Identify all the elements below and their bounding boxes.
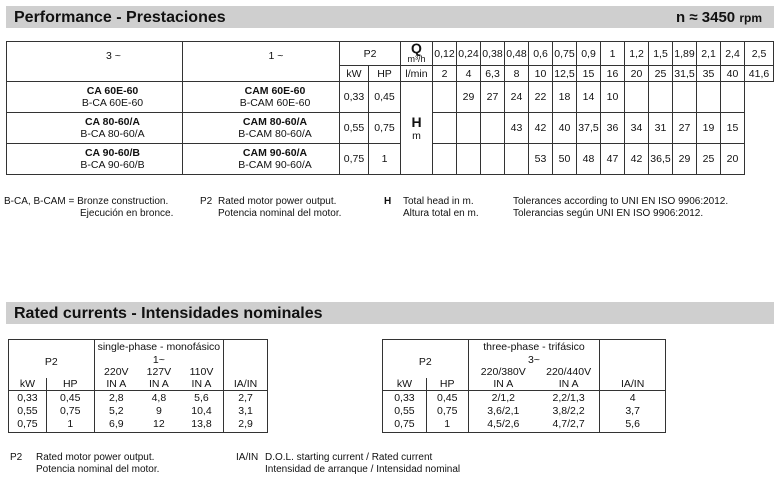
q-m3h-cell: 0,9 — [577, 42, 601, 66]
q-lmin-cell: 35 — [697, 66, 721, 82]
note-p2-symbol: P2 — [200, 196, 213, 207]
q-unit-m3h: m³/h — [407, 53, 426, 64]
ratio-value: 5,6 — [625, 418, 640, 430]
model-3ph-bronze: B-CA 90-60/B — [80, 159, 145, 171]
head-cell — [649, 82, 673, 113]
current-value: 13,8 — [191, 418, 212, 430]
speed-unit: rpm — [739, 11, 762, 25]
model-3ph-bronze: B-CA 80-60/A — [80, 128, 145, 140]
head-cell — [433, 144, 457, 175]
q-lmin-cell: 10 — [529, 66, 553, 82]
head-cell: 47 — [601, 144, 625, 175]
current-value: 2,8 — [108, 392, 124, 404]
kw-cell — [9, 391, 47, 433]
kw-cell — [383, 391, 427, 433]
note-bronze-es: Ejecución en bronce. — [80, 208, 174, 219]
kw-value: 0,55 — [17, 405, 38, 417]
current-value: 3,8/2,2 — [552, 405, 585, 417]
h-label-cell — [401, 82, 433, 175]
q-header — [401, 39, 433, 66]
speed-label — [676, 9, 762, 26]
three-phase-currents-table — [382, 339, 666, 433]
current-value: 4,7/2,7 — [552, 418, 585, 430]
three-phase-group-label: three-phase - trifásico — [468, 340, 600, 354]
current-cell — [538, 391, 600, 433]
empty-cell — [224, 340, 268, 378]
q-lmin-cell: 4 — [457, 66, 481, 82]
head-cell — [721, 82, 745, 113]
note-ratio-en: D.O.L. starting current / Rated current — [265, 452, 433, 463]
ratio-header: IA/IN — [600, 378, 666, 391]
head-cell: 10 — [601, 82, 625, 113]
q-symbol: Q — [411, 39, 422, 56]
in-header: IN A — [468, 378, 538, 391]
q-lmin-cell: 12,5 — [554, 67, 575, 80]
table-row — [7, 113, 774, 144]
model-3ph: CA 80-60/A — [84, 116, 141, 128]
current-value: 5,6 — [194, 392, 209, 404]
note-tolerance-en: Tolerances according to UNI EN ISO 9906:2012. — [513, 196, 729, 207]
q-lmin-cell: 40 — [721, 66, 745, 82]
q-m3h-cell: 1,5 — [649, 42, 673, 66]
h-unit: m — [412, 130, 421, 142]
head-cell: 27 — [673, 113, 697, 144]
q-lmin-cell: 16 — [601, 66, 625, 82]
head-cell — [457, 144, 481, 175]
voltage-header: 220V — [94, 366, 138, 378]
head-cell: 14 — [577, 82, 601, 113]
note-ratio-es: Intensidad de arranque / Intensidad nominal — [265, 464, 461, 475]
head-cell: 34 — [625, 113, 649, 144]
note-rated-p2-symbol: P2 — [10, 452, 23, 463]
model-1ph-bronze: B-CAM 90-60/A — [238, 159, 312, 171]
head-cell — [673, 82, 697, 113]
p2-header: P2 — [383, 340, 469, 378]
in-header: IN A — [138, 378, 180, 391]
note-ratio — [265, 452, 460, 476]
head-cell: 29 — [673, 144, 697, 175]
q-lmin-cell: 25 — [649, 66, 673, 82]
model-1ph-cell — [183, 113, 340, 144]
q-m3h-cell: 0,38 — [481, 42, 505, 66]
current-value: 3,6/2,1 — [487, 405, 520, 417]
head-cell: 48 — [577, 144, 601, 175]
voltage-header: 127V — [146, 365, 172, 378]
q-m3h-cell: 0,75 — [553, 42, 577, 66]
single-phase-header: 1 ~ — [183, 42, 340, 82]
model-1ph-cell — [183, 82, 340, 113]
current-value: 2/1,2 — [491, 392, 515, 404]
note-tolerance — [513, 196, 728, 220]
head-cell: 19 — [697, 113, 721, 144]
hp-cell — [46, 391, 94, 433]
ratio-header: IA/IN — [224, 378, 268, 391]
empty-cell — [600, 340, 666, 378]
current-value: 4,5/2,6 — [487, 418, 520, 430]
hp-header: HP — [426, 378, 468, 391]
current-value: 5,2 — [108, 405, 124, 417]
rated-currents-header-band — [6, 302, 774, 324]
model-3ph-bronze: B-CA 60E-60 — [81, 97, 144, 109]
voltage-header: 220/380V — [468, 366, 538, 378]
hp-value: 1 — [67, 418, 74, 430]
kw-value: 0,75 — [17, 418, 38, 430]
head-cell: 36,5 — [649, 144, 673, 175]
single-phase-symbol: 1~ — [94, 354, 224, 366]
table-row — [7, 144, 774, 175]
note-bronze-en: B-CA, B-CAM = Bronze construction. — [4, 196, 169, 207]
model-1ph-bronze: B-CAM 60E-60 — [239, 97, 311, 109]
hp-value: 0,45 — [60, 392, 81, 404]
performance-table — [6, 41, 774, 175]
head-cell — [505, 144, 529, 175]
q-lmin-cell: 6,3 — [481, 66, 505, 82]
ratio-value: 3,1 — [238, 405, 253, 417]
table-row — [9, 391, 268, 433]
rated-currents-title: Rated currents - Intensidades nominales — [14, 305, 323, 322]
head-cell: 24 — [505, 82, 529, 113]
head-cell — [433, 113, 457, 144]
head-cell — [433, 82, 457, 113]
q-lmin-cell: 2 — [433, 66, 457, 82]
model-3ph: CA 90-60/B — [84, 147, 141, 159]
q-m3h-cell: 2,1 — [697, 42, 721, 66]
ratio-value: 4 — [629, 392, 636, 404]
single-phase-currents-table — [8, 339, 268, 433]
head-cell: 15 — [721, 113, 745, 144]
in-header: IN A — [538, 378, 600, 391]
q-lmin-cell: 31,5 — [674, 67, 695, 80]
performance-title: Performance - Prestaciones — [14, 9, 226, 26]
note-h-es: Altura total en m. — [403, 208, 479, 219]
hp-cell — [426, 391, 468, 433]
note-p2-en: Rated motor power output. — [218, 196, 337, 207]
head-cell: 29 — [457, 82, 481, 113]
model-1ph-cell — [183, 144, 340, 175]
kw-header: kW — [9, 378, 47, 391]
head-cell: 53 — [529, 144, 553, 175]
current-value: 6,9 — [108, 418, 124, 430]
model-1ph: CAM 80-60/A — [242, 116, 308, 128]
hp-cell: 0,75 — [369, 113, 401, 144]
head-cell: 36 — [601, 113, 625, 144]
q-m3h-cell: 1 — [601, 42, 625, 66]
kw-header: kW — [340, 66, 369, 82]
current-cell — [468, 391, 538, 433]
kw-value: 0,75 — [394, 418, 415, 430]
note-p2 — [200, 196, 212, 208]
kw-value: 0,55 — [394, 405, 415, 417]
head-cell — [481, 113, 505, 144]
head-cell: 27 — [481, 82, 505, 113]
head-cell: 37,5 — [577, 113, 601, 144]
head-cell — [697, 82, 721, 113]
note-h — [403, 196, 479, 220]
kw-cell: 0,33 — [340, 82, 369, 113]
current-cell — [138, 391, 180, 433]
current-value: 10,4 — [191, 405, 212, 417]
q-unit-lmin: l/min — [401, 66, 433, 82]
current-value: 12 — [153, 418, 165, 430]
three-phase-header: 3 ~ — [7, 42, 183, 82]
q-m3h-cell: 1,89 — [673, 42, 697, 66]
head-cell: 42 — [529, 113, 553, 144]
note-h-symbol: H — [384, 196, 392, 207]
model-3ph-cell — [7, 144, 183, 175]
head-cell: 25 — [697, 144, 721, 175]
head-cell: 20 — [721, 144, 745, 175]
p2-header: P2 — [9, 340, 95, 378]
note-rated-p2-es: Potencia nominal del motor. — [36, 464, 160, 475]
current-cell — [180, 391, 224, 433]
kw-value: 0,33 — [17, 392, 38, 404]
ratio-value: 2,7 — [238, 392, 253, 404]
kw-header: kW — [383, 378, 427, 391]
ratio-cell — [224, 391, 268, 433]
q-lmin-cell: 15 — [577, 66, 601, 82]
hp-cell: 1 — [369, 144, 401, 175]
ratio-value: 2,9 — [238, 418, 253, 430]
head-cell: 31 — [649, 113, 673, 144]
kw-value: 0,33 — [394, 392, 415, 404]
head-cell — [481, 144, 505, 175]
model-1ph: CAM 90-60/A — [242, 147, 308, 159]
head-cell: 50 — [553, 144, 577, 175]
q-lmin-cell: 8 — [505, 66, 529, 82]
q-m3h-cell: 2,4 — [721, 42, 745, 66]
head-cell: 43 — [505, 113, 529, 144]
current-cell — [94, 391, 138, 433]
q-m3h-cell: 2,5 — [745, 42, 774, 66]
head-cell: 22 — [529, 82, 553, 113]
note-p2-text — [218, 196, 341, 220]
q-m3h-cell: 0,48 — [505, 42, 529, 66]
note-h-en: Total head in m. — [403, 196, 474, 207]
speed-value: n ≈ 3450 — [676, 9, 736, 26]
q-m3h-cell: 0,24 — [457, 42, 481, 66]
q-m3h-cell: 0,12 — [433, 42, 457, 66]
hp-value: 0,45 — [437, 392, 458, 404]
head-cell — [625, 82, 649, 113]
kw-cell: 0,55 — [340, 113, 369, 144]
q-lmin-cell: 20 — [625, 66, 649, 82]
table-row — [383, 391, 666, 433]
p2-header: P2 — [340, 42, 401, 66]
hp-value: 0,75 — [60, 405, 81, 417]
hp-value: 0,75 — [437, 405, 458, 417]
ratio-value: 3,7 — [625, 405, 640, 417]
model-1ph-bronze: B-CAM 80-60/A — [238, 128, 312, 140]
head-cell — [457, 113, 481, 144]
hp-cell: 0,45 — [369, 82, 401, 113]
q-lmin-cell: 41,6 — [745, 66, 774, 82]
ratio-cell — [600, 391, 666, 433]
voltage-header: 220/440V — [546, 365, 592, 378]
model-1ph: CAM 60E-60 — [244, 85, 306, 97]
performance-header-band — [6, 6, 774, 28]
model-3ph-cell — [7, 82, 183, 113]
in-header: IN A — [94, 378, 138, 391]
q-m3h-cell: 1,2 — [625, 42, 649, 66]
three-phase-symbol: 3~ — [468, 354, 600, 366]
head-cell: 42 — [625, 144, 649, 175]
q-m3h-cell: 0,6 — [529, 42, 553, 66]
model-3ph-cell — [7, 113, 183, 144]
table-row — [7, 82, 774, 113]
voltage-header: 110V — [189, 365, 214, 378]
hp-value: 1 — [444, 418, 451, 430]
current-value: 2,2/1,3 — [552, 392, 585, 404]
h-symbol: H — [411, 114, 422, 130]
single-phase-group-label: single-phase - monofásico — [94, 340, 224, 354]
model-3ph: CA 60E-60 — [86, 85, 139, 97]
note-ratio-symbol: IA/IN — [236, 452, 259, 463]
head-cell: 40 — [553, 113, 577, 144]
note-tolerance-es: Tolerancias según UNI EN ISO 9906:2012. — [513, 208, 704, 219]
current-value: 9 — [155, 405, 162, 417]
note-p2-es: Potencia nominal del motor. — [218, 208, 342, 219]
head-cell: 18 — [553, 82, 577, 113]
hp-header: HP — [369, 66, 401, 82]
kw-cell: 0,75 — [340, 144, 369, 175]
note-bronze — [4, 196, 173, 220]
current-value: 4,8 — [151, 392, 167, 404]
in-header: IN A — [180, 378, 224, 391]
note-rated-p2-en: Rated motor power output. — [36, 452, 155, 463]
hp-header: HP — [46, 378, 94, 391]
note-rated-p2 — [36, 452, 159, 476]
